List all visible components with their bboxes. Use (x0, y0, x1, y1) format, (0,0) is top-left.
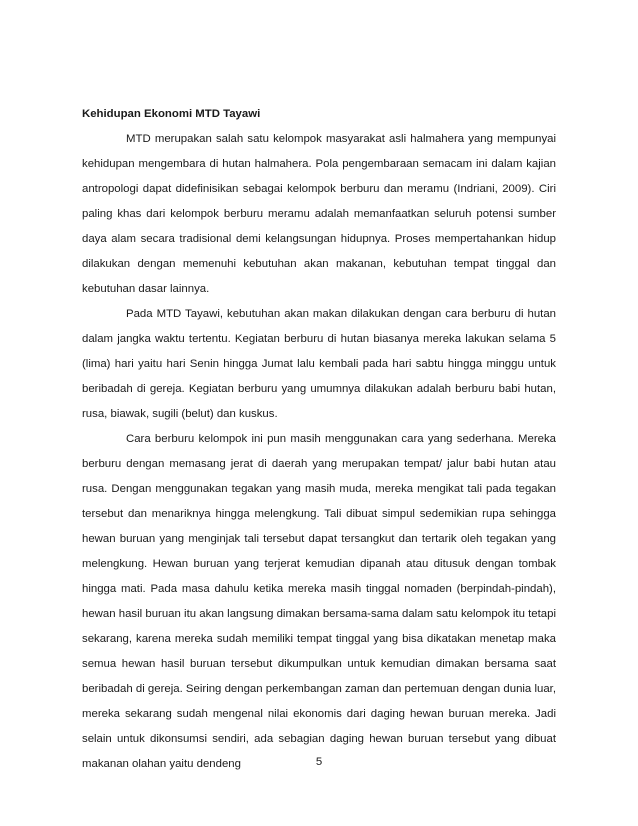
document-body (82, 102, 556, 777)
paragraph-1: MTD merupakan salah satu kelompok masyarakat asli halmahera yang mempunyai kehidupan mengembara di hutan halmahera. Pola pengembaraan semacam ini dalam kajian antropologi dapat didefinisikan sebagai kelompok berburu dan meramu (Indriani, 2009). Ciri paling khas dari kelompok berburu meramu adalah memanfaatkan seluruh potensi sumber daya alam secara tradisional demi kelangsungan hidupnya. Proses mempertahankan hidup dilakukan dengan memenuhi kebutuhan akan makanan, kebutuhan tempat tinggal dan kebutuhan dasar lainnya. (82, 133, 556, 295)
page-number: 5 (315, 756, 323, 768)
paragraph-2: Pada MTD Tayawi, kebutuhan akan makan dilakukan dengan cara berburu di hutan dalam jangka waktu tertentu. Kegiatan berburu di hutan biasanya mereka lakukan selama 5 (lima) hari yaitu hari Senin hingga Jumat lalu kembali pada hari sabtu hingga minggu untuk beribadah di gereja. Kegiatan berburu yang umumnya dilakukan adalah berburu babi hutan, rusa, biawak, sugili (belut) dan kuskus. (82, 308, 556, 420)
section-heading: Kehidupan Ekonomi MTD Tayawi (82, 108, 261, 120)
paragraph-3: Cara berburu kelompok ini pun masih menggunakan cara yang sederhana. Mereka berburu dengan memasang jerat di daerah yang merupakan tempat/ jalur babi hutan atau rusa. Dengan menggunakan tegakan yang masih muda, mereka mengikat tali pada tegakan tersebut dan menariknya hingga melengkung. Tali dibuat simpul sedemikian rupa sehingga hewan buruan yang menginjak tali tersebut dapat tersangkut dan tertarik oleh tegakan yang melengkung. Hewan buruan yang terjerat kemudian dipanah atau ditusuk dengan tombak hingga mati. Pada masa dahulu ketika mereka masih tinggal nomaden (berpindah-pindah), hewan hasil buruan itu akan langsung dimakan bersama-sama dalam satu kelompok itu tetapi sekarang, karena mereka sudah memiliki tempat tinggal yang bisa dikatakan menetap maka semua hewan hasil buruan tersebut dikumpulkan untuk kemudian dimakan bersama saat beribadah di gereja. Seiring dengan perkembangan zaman dan pertemuan dengan dunia luar, mereka sekarang sudah mengenal nilai ekonomis dari daging hewan buruan mereka. Jadi selain untuk dikonsumsi sendiri, ada sebagian daging hewan buruan tersebut yang dibuat makanan olahan yaitu dendeng (82, 433, 556, 770)
